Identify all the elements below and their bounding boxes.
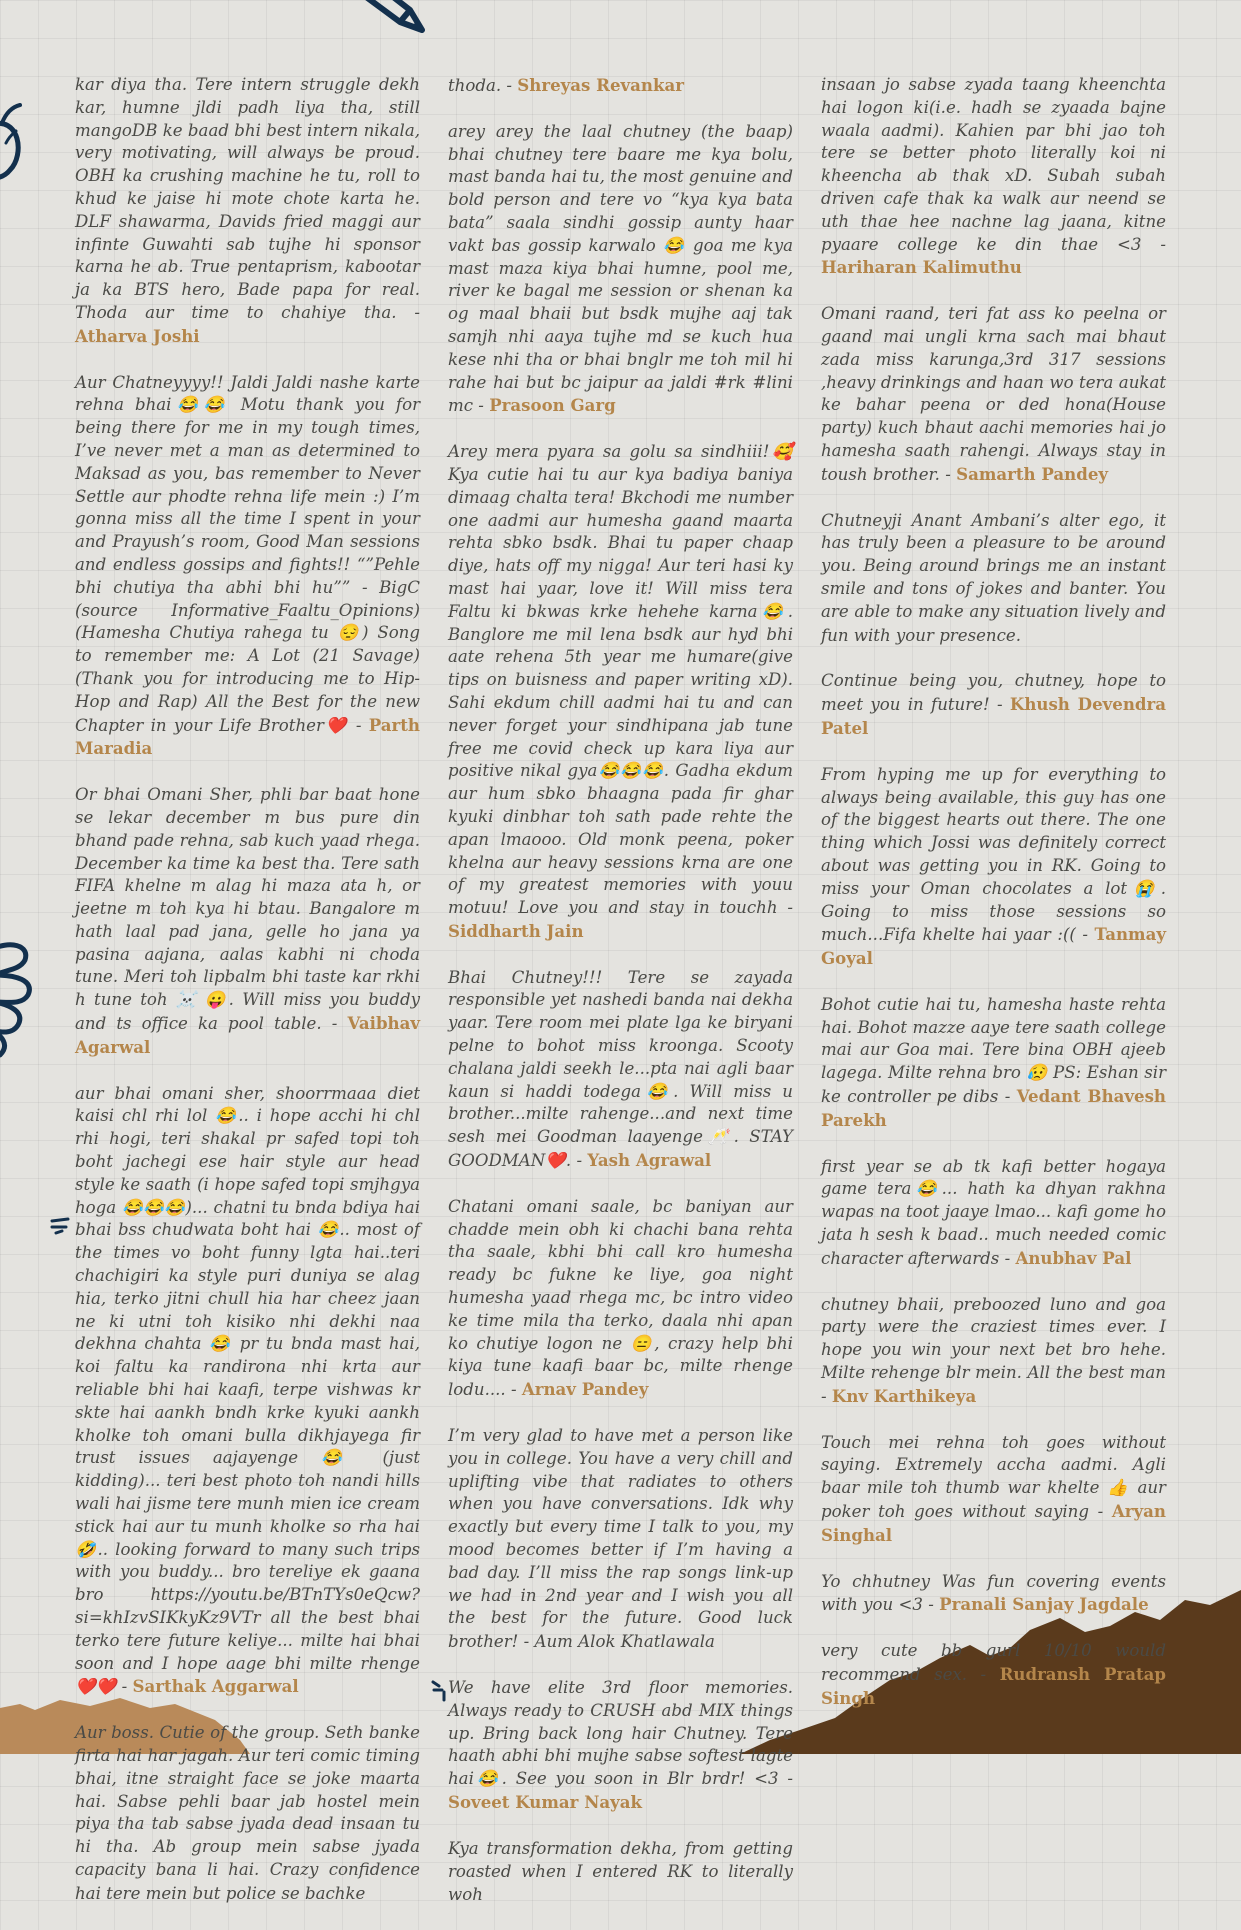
author-name: Siddharth Jain <box>448 920 584 941</box>
author-name: Sarthak Aggarwal <box>132 1676 299 1697</box>
message-entry <box>75 1083 420 1700</box>
author-name: Shreyas Revankar <box>517 75 684 95</box>
message-entry <box>821 510 1166 648</box>
message-entry <box>448 121 793 418</box>
message-entry <box>821 1432 1166 1548</box>
message-text: Aur Chatneyyyy!! Jaldi Jaldi nashe karte rehna bhai😂😂 Motu thank you for being there for me in my tough times, I’ve never met a man as determined to Maksad as you, bas remember to Never Settle aur phodte rehna life mein :) I’m gonna miss all the time I spent in your and Prayush’s room, Good Man sessions and endless gossips and fights!! “”Pehle bhi chutiya tha abhi bhi hu”” - BigC (source Informative_Faaltu_Opinions) (Hamesha Chutiya rahega tu 😔) Song to remember me: A Lot (21 Savage) (Thank you for introducing me to Hip-Hop and Rap) All the Best for the new Chapter in your Life Brother❤️ - <box>75 372 420 735</box>
message-text: Chatani omani saale, bc baniyan aur chadde mein obh ki chachi bana rehta tha saale, kbhi bhi call kro humesha ready bc fukne ke liye, goa night humesha yaad rhega mc, bc intro video ke time mila tha terko, daala nhi apan ko chutiye logon ne 😑, crazy help bhi kiya tune kaafi baar bc, milte rhenge lodu.... - <box>448 1196 793 1400</box>
message-entry <box>448 1425 793 1654</box>
author-name: Parth Maradia <box>75 714 420 759</box>
message-entry <box>448 74 793 98</box>
message-entry <box>821 303 1166 486</box>
message-text: Bhai Chutney!!! Tere se zayada responsible yet nashedi banda nai dekha yaar. Tere room mei plate lga ke biryani pelne to bohot miss kroonga. Scooty chalana jaldi seekh le...pta nai agli baar kaun si haddi todega😂. Will miss u brother...milte rahenge...and next time sesh mei Goodman laayenge🥂. STAY GOODMAN❤️. - <box>448 967 793 1171</box>
author-name: Tanmay Goyal <box>821 924 1166 969</box>
author-name: Atharva Joshi <box>75 325 200 346</box>
message-entry <box>821 764 1166 971</box>
message-entry <box>821 670 1166 740</box>
author-name: Aryan Singhal <box>821 1501 1166 1545</box>
column-2 <box>448 74 793 1930</box>
message-entry <box>448 1677 793 1815</box>
message-text: Arey mera pyara sa golu sa sindhiii!🥰 Kya cutie hai tu aur kya badiya baniya dimaag chalta tera! Bkchodi me number one aadmi aur humesha gaand maarta rehta sbko bsdk. Bhai tu paper chaap diye, hats off my nigga! Aur teri hasi ky mast hai yaar, love it! Will miss tera Faltu ki bkwas krke hehehe karna😂. Banglore me mil lena bsdk aur hyd bhi aate rehena 5th year me humare(give tips on buisness and paper writing xD). Sahi ekdum chill aadmi hai tu and can never forget your sindhipana jab tune free me covid check up kara liya aur positive nikal gya😂😂😂. Gadha ekdum aur hum sbko bhaagna pada fir ghar kyuki dinbhar toh sath pade rehte the apan lmaooo. Old monk peena, poker khelna aur heavy sessions krna are one of my greatest memories with youu motuu! Love you and stay in touchh - <box>448 442 793 918</box>
message-entry <box>75 784 420 1060</box>
message-entry <box>448 967 793 1173</box>
author-name: Prasoon Garg <box>489 395 616 416</box>
message-text: I’m very glad to have met a person like you in college. You have a very chill and uplifting vibe that radiates to others when you have conversations. Idk why exactly but every time I talk to you, my mood becomes better if I’m having a bad day. I’ll miss the rap songs link-up we had in 2nd year and I wish you all the best for the future. Good luck brother! - Aum Alok Khatlawala <box>448 1426 793 1652</box>
message-entry <box>821 74 1166 280</box>
message-text: insaan jo sabse zyada taang kheenchta hai logon ki(i.e. hadh se zyaada bajne waala aadmi). Kahien par bhi jao toh tere se better photo literally koi ni kheencha ab thak xD. Subah subah driven cafe thak ka walk aur neend se uth thae hee nachne lag jaana, kitne pyaare college ke din thae <3 - <box>821 75 1166 254</box>
author-name: Vaibhav Agarwal <box>75 1013 420 1057</box>
pencil-icon <box>340 0 440 50</box>
author-name: Pranali Sanjay Jagdale <box>939 1594 1149 1615</box>
message-text: Bohot cutie hai tu, hamesha haste rehta hai. Bohot mazze aaye tere saath college mai aur Goa mai. Tere bina OBH ajeeb lagega. Milte rehna bro 😥 PS: Eshan sir ke controller pe dibs - <box>821 994 1166 1107</box>
message-text: chutney bhaii, preboozed luno and goa party were the craziest times ever. I hope you win your next bet bro hehe. Milte rehenge blr mein. All the best man - <box>821 1294 1166 1406</box>
message-text: arey arey the laal chutney (the baap) bhai chutney tere baare me kya bolu, mast banda hai tu, the most genuine and bold person and tere vo “kya kya bata bata” saala sindhi gossip aunty haar vakt bas gossip karwalo 😂 goa me kya mast maza kiya bhai humne, pool me, river ke bagal me session or shenan ka og maal bhaii but bsdk mujhe aaj tak samjh nhi aaya tujhe md se kuch hua kese nhi tha or bhai bnglr me toh mil hi rahe hai but bc jaipur aa jaldi #rk #lini mc - <box>448 121 793 416</box>
message-text: From hyping me up for everything to always being available, this guy has one of the biggest hearts out there. The one thing which Jossi was definitely correct about was getting you in RK. Going to miss your Oman chocolates a lot😭. Going to miss those sessions so much...Fifa khelte hai yaar :(( - <box>821 764 1166 945</box>
message-text: aur bhai omani sher, shoorrmaaa diet kaisi chl rhi lol 😂.. i hope acchi hi chl rhi hogi, teri shakal pr safed topi toh boht jachegi ese hair style aur head style ke saath (i hope safed topi smjhgya hoga 😂😂😂)... chatni tu bnda bdiya hai bhai bss chudwata boht hai 😂.. most of the times vo boht funny lgta hai..teri chachigiri ka style puri duniya se alag hia, terko jitni chull hia har cheez jaan ne ki utni toh kisiko nhi dekhi naa dekhna chahta 😂 pr tu bnda mast hai, koi faltu ka randirona nhi krta aur reliable bhi hai kaafi, terpe vishwas kr skte hai aankh bndh krke kyuki aankh kholke toh omani bulla dikhjayega fir trust issues aajayenge 😂 (just kidding)... teri best photo toh nandi hills wali hai jisme tere munh mien ice cream stick hai aur tu munh kholke so rha hai 🤣.. looking forward to many such trips with you buddy... bro tereliye ek gaana bro https://youtu.be/BTnTYs0eQcw?si=khIzvSIKkyKz9VTr all the best bhai terko tere future keliye... milte hai bhai soon and I hope aage bhi milte rhenge ❤️❤️ - <box>75 1083 420 1697</box>
message-text: kar diya tha. Tere intern struggle dekh kar, humne jldi padh liya tha, still mangoDB ke baad bhi best intern nikala, very motivating, will always be proud. OBH ka crushing machine he tu, roll to khud ke jaise hi mote chote karta he. DLF shawarma, Davids fried maggi aur infinte Guwahti sab tujhe hi sponsor karna he ab. True pentaprism, kabootar ja ka BTS hero, Bade papa for real. Thoda aur time to chahiye tha. - <box>75 75 420 322</box>
message-text: Touch mei rehna toh goes without saying. Extremely accha aadmi. Agli baar mile toh thumb war khelte 👍 aur poker toh goes without saying - <box>821 1432 1166 1522</box>
message-entry <box>75 74 420 349</box>
author-name: Knv Karthikeya <box>831 1385 977 1406</box>
message-entry <box>821 1640 1166 1710</box>
message-text: first year se ab tk kafi better hogaya game tera😂... hath ka dhyan rakhna wapas na toot jaaye lmao... kafi gome ho jata h sesh k baad.. much needed comic character afterwards - <box>821 1156 1166 1268</box>
message-entry <box>821 1156 1166 1271</box>
author-name: Khush Devendra Patel <box>821 694 1166 738</box>
message-entry <box>75 1722 420 1905</box>
column-3 <box>821 74 1166 1734</box>
message-entry <box>448 441 793 944</box>
author-name: Yash Agrawal <box>587 1150 712 1171</box>
message-text: We have elite 3rd floor memories. Always ready to CRUSH abd MIX things up. Bring back long hair Chutney. Tere haath abhi bhi mujhe sabse softest lagte hai😂. See you soon in Blr brdr! <3 - <box>448 1678 793 1789</box>
author-name: Anubhav Pal <box>1015 1247 1132 1268</box>
column-1 <box>75 74 420 1929</box>
message-text: Chutneyji Anant Ambani’s alter ego, it has truly been a pleasure to be around you. Being around brings me an instant smile and tons of jokes and banter. You are able to make any situation lively and fun with your presence. <box>821 510 1166 645</box>
message-entry <box>448 1196 793 1402</box>
message-text: Or bhai Omani Sher, phli bar baat hone se lekar december m bus pure din bhand pade rehna, sab kuch yaad rhega. December ka time ka best tha. Tere sath FIFA khelne m alag hi maza ata h, or jeetne m toh kya hi btau. Bangalore m hath laal pad jana, gelle ho jana ya pasina aajana, aalas kabhi ni choda tune. Meri toh lipbalm bhi taste kar rkhi h tune toh ☠️ 😛. Will miss you buddy and ts office ka pool table. - <box>75 785 420 1034</box>
message-entry <box>75 372 420 762</box>
author-name: Hariharan Kalimuthu <box>821 257 1022 278</box>
author-name: Vedant Bhavesh Parekh <box>821 1086 1167 1130</box>
apple-icon <box>0 95 40 195</box>
author-name: Samarth Pandey <box>956 463 1109 484</box>
author-name: Rudransh Pratap Singh <box>821 1664 1166 1708</box>
message-text: Yo chhutney Was fun covering events with you <3 - <box>821 1571 1166 1615</box>
author-name: Arnav Pandey <box>521 1379 649 1400</box>
author-name: Soveet Kumar Nayak <box>448 1791 643 1812</box>
message-entry <box>821 1294 1166 1409</box>
message-text: Continue being you, chutney, hope to meet you in future! - <box>821 671 1166 715</box>
message-entry <box>448 1838 793 1907</box>
message-text: Omani raand, teri fat ass ko peelna or gaand mai ungli krna sach mai bhaut zada miss karunga,3rd 317 sessions ,heavy drinkings and haan wo tera aukat ke bahar peena or ded hona(House party) kuch bhaut aachi memories hai jo hamesha saath rahengi. Always stay in toush brother. - <box>821 304 1166 484</box>
message-text: very cute bb gurl 10/10 would recommend sex. - <box>821 1641 1166 1685</box>
message-text: Kya transformation dekha, from getting roasted when I entered RK to literally woh <box>448 1838 793 1905</box>
message-entry <box>821 994 1166 1133</box>
sparkle-icon <box>48 1215 72 1239</box>
message-text: Aur boss. Cutie of the group. Seth banke firta hai har jagah. Aur teri comic timing bhai, itne straight face se joke maarta hai. Sabse pehli baar jab hostel mein piya tha tab sabse jyada dead insaan tu hi tha. Ab group mein sabse jyada capacity bana li hai. Crazy confidence hai tere mein but police se bachke <box>75 1723 420 1903</box>
message-text: thoda. - <box>448 76 518 95</box>
hand-icon <box>0 940 50 1060</box>
message-entry <box>821 1571 1166 1618</box>
